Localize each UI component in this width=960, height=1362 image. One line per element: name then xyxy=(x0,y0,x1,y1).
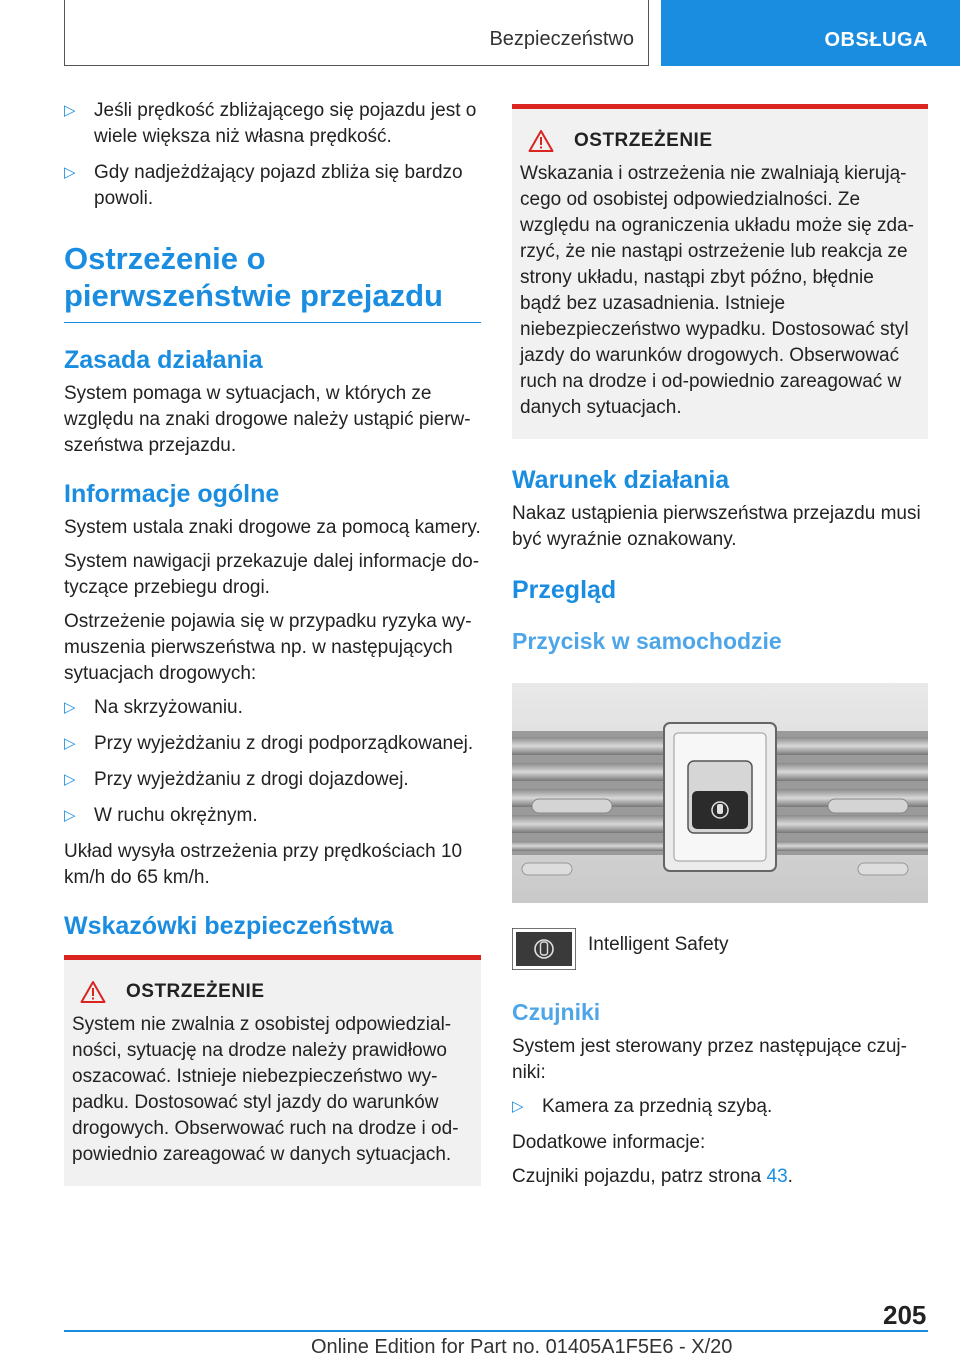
paragraph-reference: Czujniki pojazdu, patrz strona 43. xyxy=(512,1166,793,1187)
warning-title: OSTRZEŻENIE xyxy=(574,130,713,151)
intelligent-safety-icon xyxy=(512,928,576,970)
car-button-photo xyxy=(512,683,928,903)
paragraph: Układ wysyła ostrzeżenia przy prędkościach 10 km/h do 65 km/h. xyxy=(64,841,463,888)
heading-informacje: Informacje ogólne xyxy=(64,480,280,508)
header-section-box xyxy=(64,0,649,66)
header-chapter-box xyxy=(661,0,960,66)
warning-box xyxy=(512,104,928,439)
bullet-triangle-icon: ▷ xyxy=(512,1098,524,1115)
bullet-triangle-icon: ▷ xyxy=(64,164,76,181)
paragraph: Ostrzeżenie pojawia się w przypadku ryzyka wy-muszenia pierwszeństwa np. w następujących sytuacjach drogowych: xyxy=(64,611,472,684)
warning-text: Wskazania i ostrzeżenia nie zwalniają kierują-cego od osobistej odpowiedzialności. Ze względu na ograniczenia układu może się zda-rzyć, że nie nastąpi ostrzeżenie lub reakcja ze strony układu, nastąpi zbyt późno, błędnie bądź bez uzasadnienia. Istnieje niebezpieczeństwo wypadku. Dostosować styl jazdy do warunków drogowych. Obserwować ruch na drodze i od-powiednio zareagować w danych sytuacjach. xyxy=(520,163,914,418)
paragraph: System pomaga w sytuacjach, w których ze względu na znaki drogowe należy ustąpić pierw-szeństwa przejazdu. xyxy=(64,383,471,456)
footer-edition: Online Edition for Part no. 01405A1F5E6 - X/20 xyxy=(311,1336,733,1358)
warning-title: OSTRZEŻENIE xyxy=(126,981,265,1002)
list-item: ▷ Kamera za przednią szybą. xyxy=(512,1094,928,1120)
bullet-list-situations xyxy=(64,695,481,829)
paragraph: System jest sterowany przez następujące czuj-niki: xyxy=(512,1036,907,1083)
page-number: 205 xyxy=(883,1300,927,1330)
paragraph: Nakaz ustąpienia pierwszeństwa przejazdu musi być wyraźnie oznakowany. xyxy=(512,503,921,550)
bullet-triangle-icon: ▷ xyxy=(64,735,76,752)
paragraph: System ustala znaki drogowe za pomocą kamery. xyxy=(64,517,481,538)
button-label: Intelligent Safety xyxy=(588,934,729,955)
warning-triangle-icon xyxy=(80,980,106,1004)
right-column xyxy=(512,104,928,1198)
footer-divider xyxy=(64,1330,928,1332)
button-legend-row xyxy=(512,928,928,970)
warning-triangle-icon xyxy=(528,129,554,153)
warning-text: System nie zwalnia z osobistej odpowiedzial-ności, sytuację na drodze należy prawidłowo oszacować. Istnieje niebezpieczeństwo wy-padku. Dostosować styl jazdy do warunków drogowych. Obserwować ruch na drodze i od-powiednio zareagować w danych sytuacjach. xyxy=(72,1014,459,1165)
bullet-triangle-icon: ▷ xyxy=(64,699,76,716)
heading-przycisk: Przycisk w samochodzie xyxy=(512,628,782,654)
heading-czujniki: Czujniki xyxy=(512,999,601,1025)
paragraph: System nawigacji przekazuje dalej informacje do-tyczące przebiegu drogi. xyxy=(64,551,480,598)
heading-warunek: Warunek działania xyxy=(512,466,730,494)
heading-przeglad: Przegląd xyxy=(512,576,617,604)
list-item: ▷ Gdy nadjeżdżający pojazd zbliża się bardzo powoli. xyxy=(64,162,463,209)
left-column xyxy=(64,98,481,1200)
bullet-triangle-icon: ▷ xyxy=(64,102,76,119)
heading-zasada: Zasada działania xyxy=(64,346,263,374)
list-item: ▷ Przy wyjeżdżaniu z drogi dojazdowej. xyxy=(64,767,481,793)
bullet-triangle-icon: ▷ xyxy=(64,771,76,788)
page-title: Ostrzeżenie o pierwszeństwie przejazdu xyxy=(64,240,481,323)
list-item: ▷ Jeśli prędkość zbliżającego się pojazdu jest o wiele większa niż własna prędkość. xyxy=(64,100,477,147)
list-item: ▷ W ruchu okrężnym. xyxy=(64,803,481,829)
warning-box xyxy=(64,955,481,1186)
bullet-list-top xyxy=(64,98,481,212)
page-reference-link[interactable]: 43 xyxy=(766,1166,788,1187)
paragraph: Dodatkowe informacje: xyxy=(512,1132,706,1153)
bullet-triangle-icon: ▷ xyxy=(64,807,76,824)
header-chapter-title: OBSŁUGA xyxy=(824,29,928,51)
list-item: ▷ Na skrzyżowaniu. xyxy=(64,695,481,721)
bullet-list-sensors xyxy=(512,1094,928,1120)
heading-wskazowki: Wskazówki bezpieczeństwa xyxy=(64,912,394,940)
list-item: ▷ Przy wyjeżdżaniu z drogi podporządkowanej. xyxy=(64,731,481,757)
header-section-title: Bezpieczeństwo xyxy=(489,28,634,50)
